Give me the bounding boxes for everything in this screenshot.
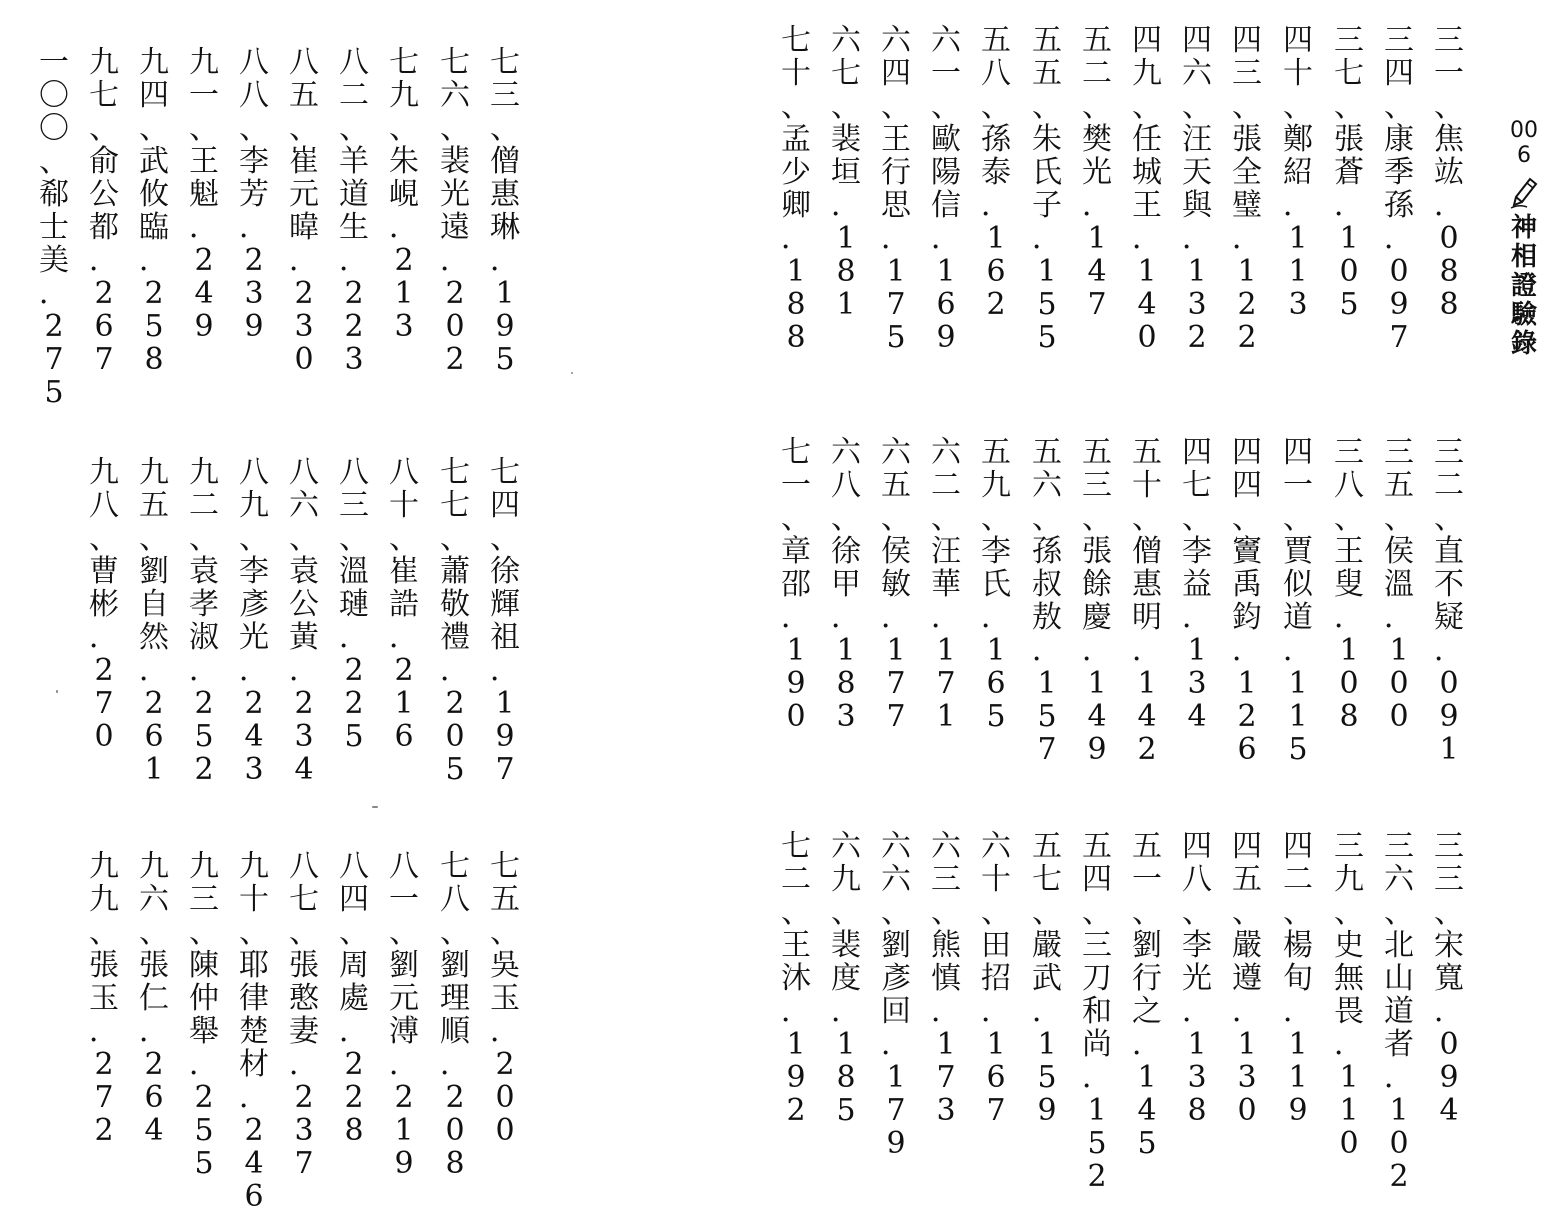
toc-entry: 九七、俞公都．267	[89, 45, 119, 377]
toc-entry: 六九、裴度．185	[831, 829, 861, 1128]
toc-entry: 八九、李彥光．243	[239, 455, 269, 787]
toc-entry: 七五、吳玉．200	[490, 849, 520, 1148]
toc-entry: 六四、王行思．175	[881, 23, 911, 355]
toc-entry: 八十、崔誥．216	[389, 455, 419, 754]
toc-entry: 八七、張憨妻．237	[289, 849, 319, 1181]
toc-entry: 四一、賈似道．115	[1283, 435, 1313, 767]
toc-entry: 六六、劉彥回．179	[881, 829, 911, 1161]
toc-entry: 四八、李光．138	[1182, 829, 1212, 1128]
toc-entry: 七四、徐輝祖．197	[490, 455, 520, 787]
toc-entry: 六八、徐甲．183	[831, 435, 861, 734]
toc-entry: 五二、樊光．147	[1082, 23, 1112, 322]
toc-entry: 七十、孟少卿．188	[781, 23, 811, 355]
scan-speck	[571, 372, 573, 374]
toc-entry: 九二、袁孝淑．252	[189, 455, 219, 787]
toc-entry: 四十、鄭紹．113	[1283, 23, 1313, 322]
toc-entry: 四二、楊旬．119	[1283, 829, 1313, 1128]
pen-icon	[1509, 174, 1539, 210]
toc-entry: 五一、劉行之．145	[1132, 829, 1162, 1161]
toc-entry: 五四、三刀和尚．152	[1082, 829, 1112, 1194]
toc-entry: 三六、北山道者．102	[1384, 829, 1414, 1194]
toc-entry: 九四、武攸臨．258	[139, 45, 169, 377]
toc-entry: 三七、張蒼．105	[1334, 23, 1364, 322]
toc-entry: 七八、劉理順．208	[440, 849, 470, 1181]
page-header	[1508, 118, 1540, 359]
toc-entry: 九六、張仁．264	[139, 849, 169, 1148]
toc-entry: 三三、宋寬．094	[1434, 829, 1464, 1128]
toc-entry: 八六、袁公黃．234	[289, 455, 319, 787]
toc-entry: 八二、羊道生．223	[339, 45, 369, 377]
toc-entry: 五九、李氏．165	[981, 435, 1011, 734]
toc-entry: 五六、孫叔敖．157	[1032, 435, 1062, 767]
toc-entry: 七九、朱峴．213	[389, 45, 419, 344]
scan-speck	[372, 806, 378, 808]
toc-entry: 八三、溫璉．225	[339, 455, 369, 754]
toc-entry: 四四、竇禹鈞．126	[1232, 435, 1262, 767]
toc-entry: 七二、王沐．192	[781, 829, 811, 1128]
toc-entry: 三四、康季孫．097	[1384, 23, 1414, 355]
toc-entry: 九五、劉自然．261	[139, 455, 169, 787]
toc-entry: 九三、陳仲舉．255	[189, 849, 219, 1181]
toc-entry: 三一、焦竑．088	[1434, 23, 1464, 322]
toc-entry: 八四、周處．228	[339, 849, 369, 1148]
toc-entry: 九十、耶律楚材．246	[239, 849, 269, 1214]
toc-entry: 六十、田招．167	[981, 829, 1011, 1128]
page-number: 006	[1510, 118, 1538, 168]
toc-entry: 八一、劉元溥．219	[389, 849, 419, 1181]
toc-entry: 八八、李芳．239	[239, 45, 269, 344]
toc-entry: 三九、史無畏．110	[1334, 829, 1364, 1161]
toc-entry: 四五、嚴遵．130	[1232, 829, 1262, 1128]
toc-entry: 五八、孫泰．162	[981, 23, 1011, 322]
toc-entry: 一〇〇、郗士美．275	[39, 45, 69, 410]
toc-entry: 三五、侯溫．100	[1384, 435, 1414, 734]
book-title: 神相證驗錄	[1510, 213, 1537, 359]
toc-entry: 五三、張餘慶．149	[1082, 435, 1112, 767]
toc-entry: 七六、裴光遠．202	[440, 45, 470, 377]
toc-entry: 九一、王魁．249	[189, 45, 219, 344]
toc-entry: 四六、汪天與．132	[1182, 23, 1212, 355]
toc-entry: 五七、嚴武．159	[1032, 829, 1062, 1128]
toc-entry: 六五、侯敏．177	[881, 435, 911, 734]
toc-entry: 五十、僧惠明．142	[1132, 435, 1162, 767]
toc-entry: 七一、章邵．190	[781, 435, 811, 734]
toc-entry: 四九、任城王．140	[1132, 23, 1162, 355]
toc-entry: 九九、張玉．272	[89, 849, 119, 1148]
toc-entry: 四三、張全璧．122	[1232, 23, 1262, 355]
toc-entry: 六七、裴垣．181	[831, 23, 861, 322]
toc-entry: 五五、朱氏子．155	[1032, 23, 1062, 355]
toc-entry: 六二、汪華．171	[931, 435, 961, 734]
scan-speck	[56, 690, 58, 693]
toc-entry: 四七、李益．134	[1182, 435, 1212, 734]
toc-entry: 六一、歐陽信．169	[931, 23, 961, 355]
toc-entry: 三二、直不疑．091	[1434, 435, 1464, 767]
toc-entry: 七七、蕭敬禮．205	[440, 455, 470, 787]
toc-entry: 九八、曹彬．270	[89, 455, 119, 754]
toc-entry: 六三、熊慎．173	[931, 829, 961, 1128]
toc-entry: 七三、僧惠琳．195	[490, 45, 520, 377]
toc-entry: 三八、王叟．108	[1334, 435, 1364, 734]
toc-entry: 八五、崔元暐．230	[289, 45, 319, 377]
